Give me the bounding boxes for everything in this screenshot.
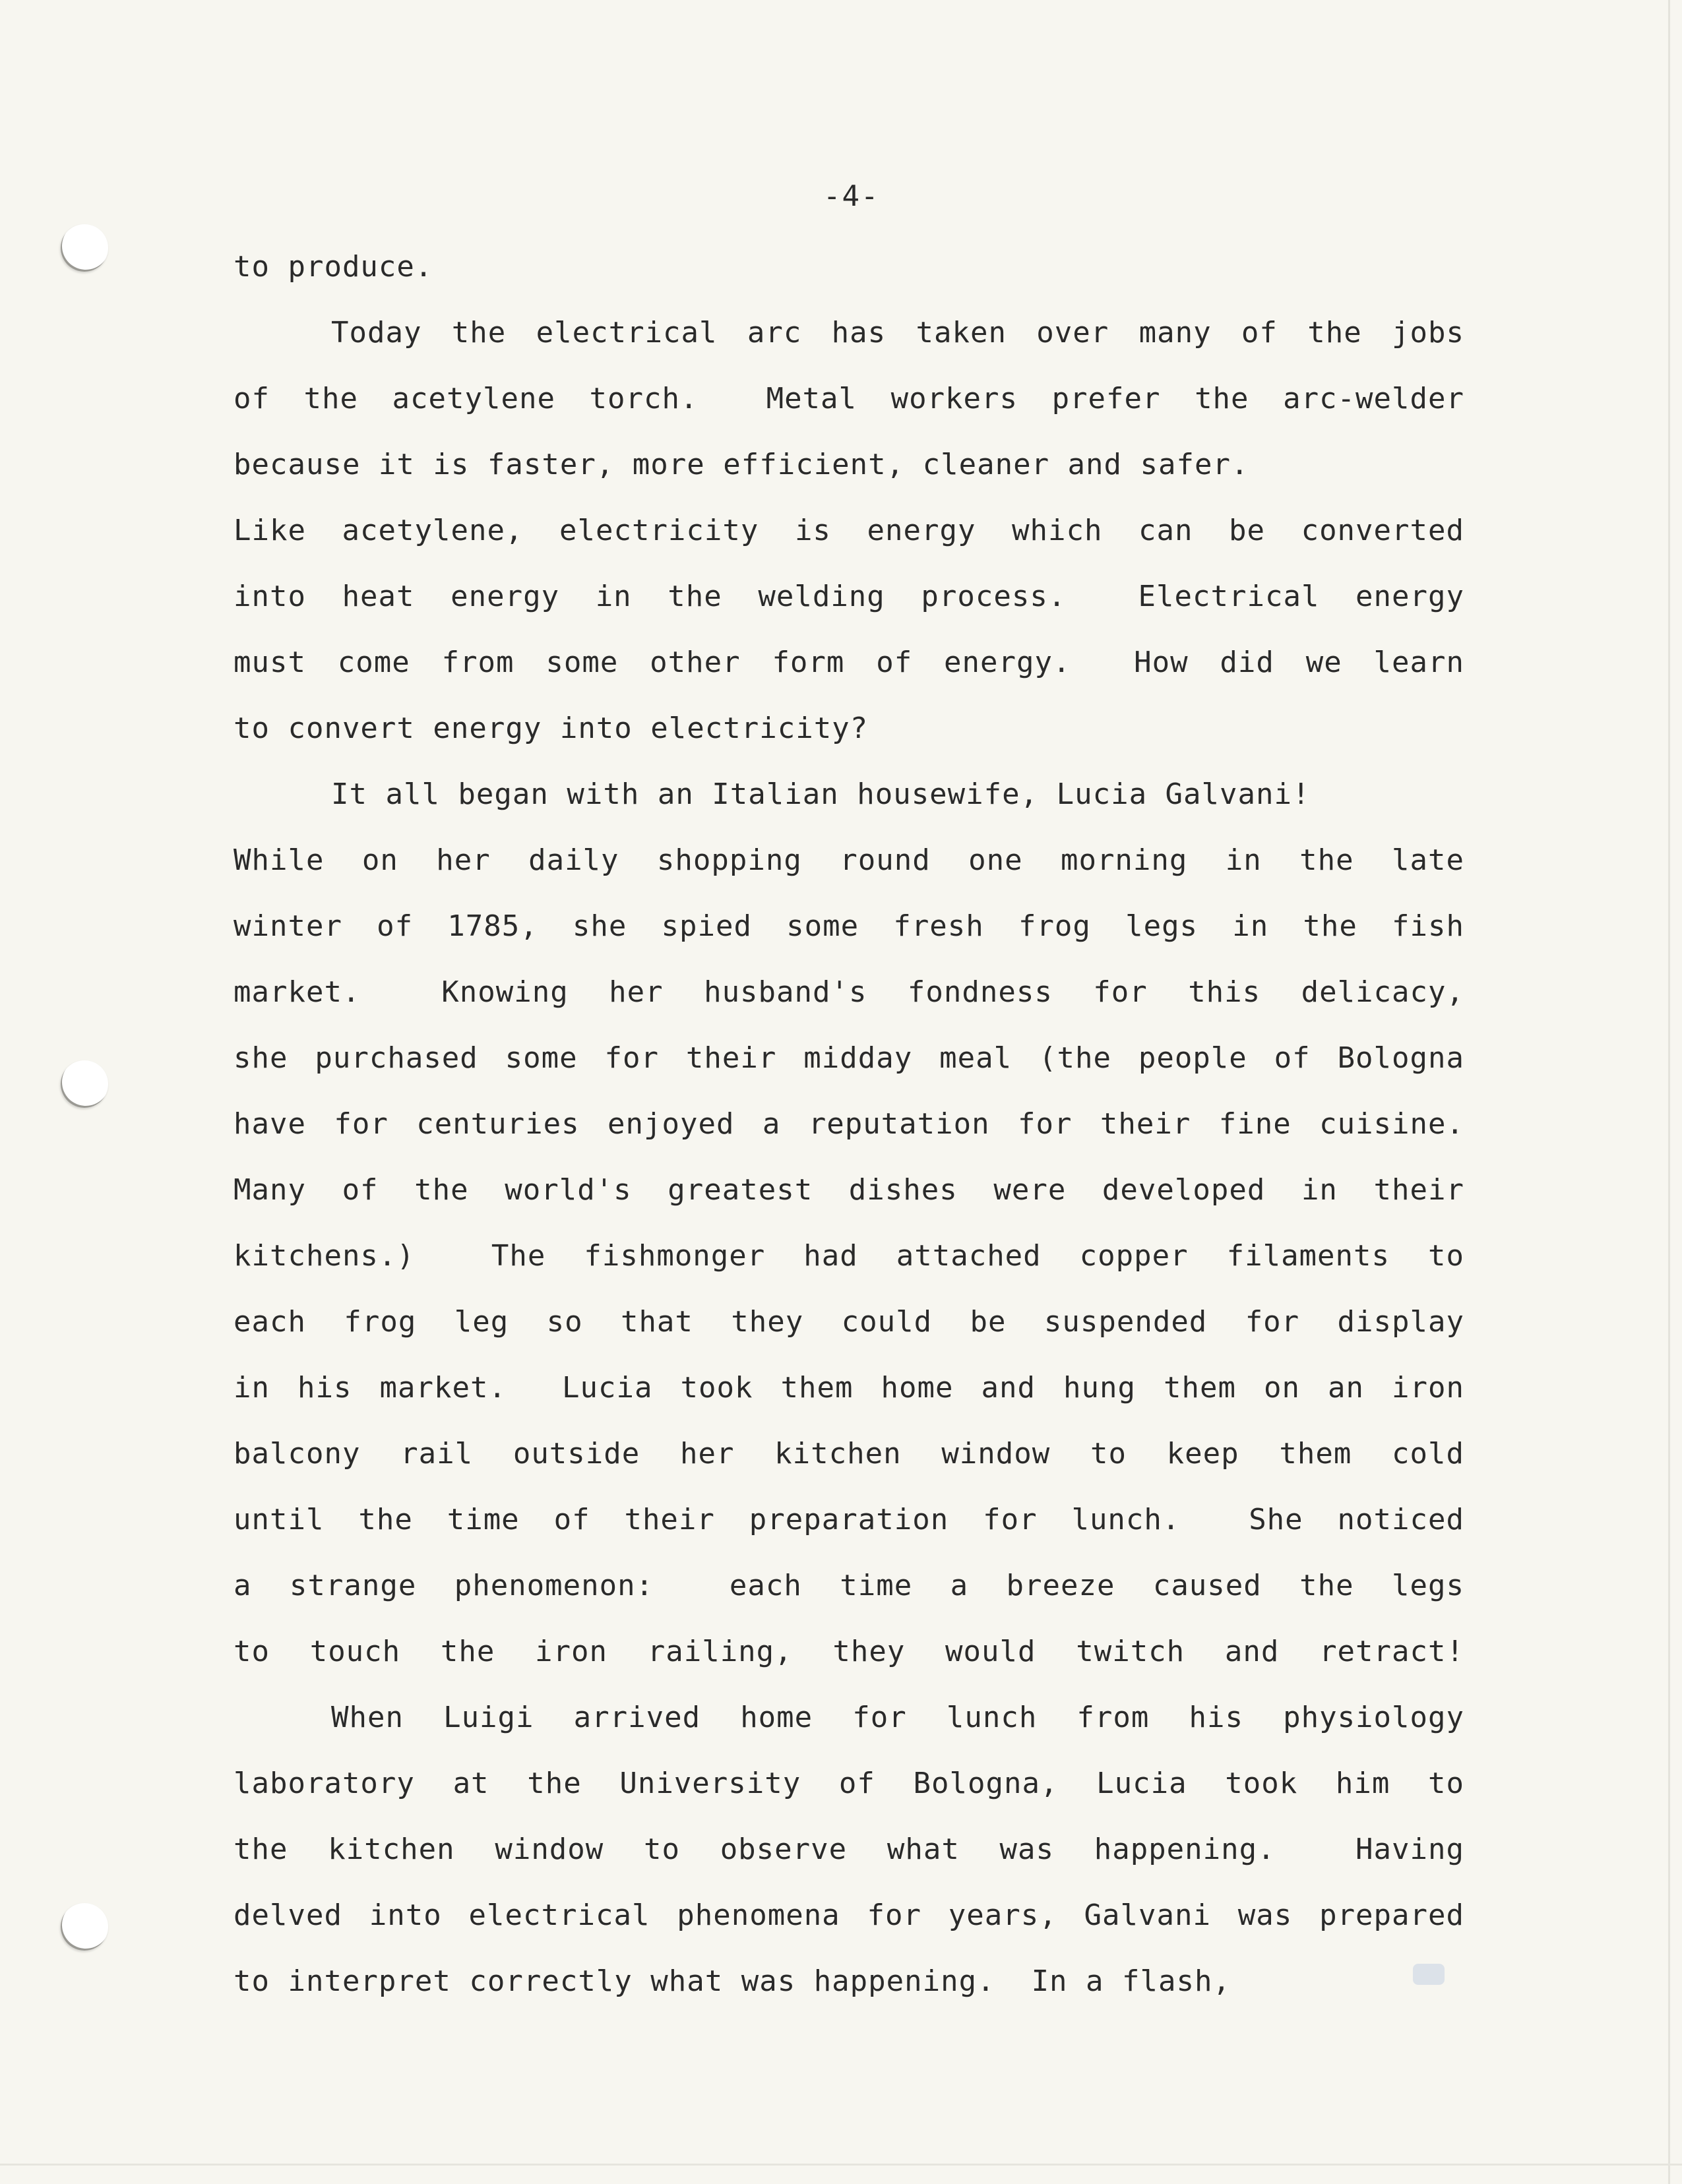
- text-line: balcony rail outside her kitchen window to keep them cold: [234, 1437, 1464, 1471]
- text-line: to interpret correctly what was happening. In a flash,: [234, 1964, 1231, 1998]
- page-edge-bottom: [0, 2164, 1682, 2166]
- text-line: delved into electrical phenomena for years, Galvani was prepared: [234, 1898, 1464, 1932]
- text-line: to convert energy into electricity?: [234, 712, 869, 745]
- text-line: to produce.: [234, 250, 433, 284]
- punch-hole-top: [61, 224, 108, 272]
- text-line: While on her daily shopping round one morning in the late: [234, 843, 1464, 877]
- text-line: she purchased some for their midday meal (the people of Bologna: [234, 1041, 1464, 1075]
- page-edge-right: [1668, 0, 1670, 2184]
- text-line: the kitchen window to observe what was happening. Having: [234, 1833, 1464, 1866]
- text-line: a strange phenomenon: each time a breeze caused the legs: [234, 1569, 1464, 1602]
- text-line: must come from some other form of energy. How did we learn: [234, 646, 1464, 679]
- page-number: -4-: [823, 179, 880, 213]
- text-line: until the time of their preparation for lunch. She noticed: [234, 1503, 1464, 1536]
- text-line: It all began with an Italian housewife, Lucia Galvani!: [331, 777, 1311, 811]
- text-line: Many of the world's greatest dishes were developed in their: [234, 1173, 1464, 1207]
- text-line: into heat energy in the welding process. Electrical energy: [234, 580, 1464, 613]
- text-line: kitchens.) The fishmonger had attached copper filaments to: [234, 1239, 1464, 1273]
- text-line: to touch the iron railing, they would twitch and retract!: [234, 1635, 1464, 1668]
- text-line: laboratory at the University of Bologna, Lucia took him to: [234, 1767, 1464, 1800]
- punch-hole-bottom: [61, 1903, 108, 1951]
- text-line: of the acetylene torch. Metal workers prefer the arc-welder: [234, 382, 1464, 415]
- text-line: each frog leg so that they could be suspended for display: [234, 1305, 1464, 1339]
- text-line: Today the electrical arc has taken over many of the jobs: [331, 316, 1464, 349]
- punch-hole-middle: [61, 1060, 108, 1108]
- text-line: market. Knowing her husband's fondness for this delicacy,: [234, 975, 1464, 1009]
- ink-smudge: [1413, 1964, 1445, 1985]
- text-line: When Luigi arrived home for lunch from his physiology: [331, 1701, 1464, 1734]
- text-line: Like acetylene, electricity is energy which can be converted: [234, 514, 1464, 547]
- text-line: in his market. Lucia took them home and hung them on an iron: [234, 1371, 1464, 1405]
- text-line: winter of 1785, she spied some fresh frog legs in the fish: [234, 909, 1464, 943]
- text-line: have for centuries enjoyed a reputation for their fine cuisine.: [234, 1107, 1464, 1141]
- text-line: because it is faster, more efficient, cleaner and safer.: [234, 448, 1249, 481]
